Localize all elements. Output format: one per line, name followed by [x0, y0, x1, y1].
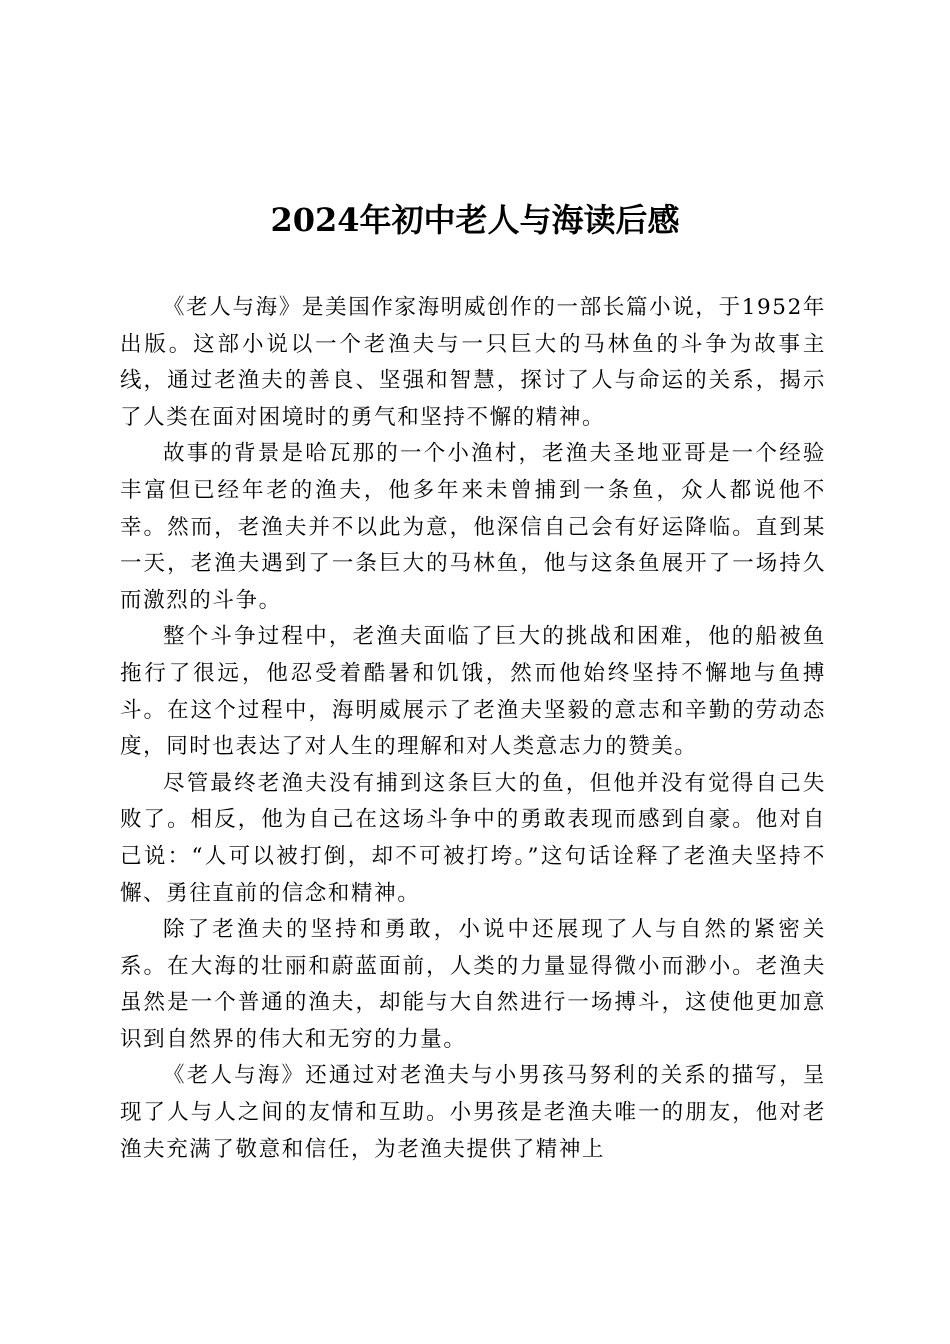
document-body	[120, 290, 826, 1168]
paragraph: 整个斗争过程中，老渔夫面临了巨大的挑战和困难，他的船被鱼拖行了很远，他忍受着酷暑和饥饿，然而他始终坚持不懈地与鱼搏斗。在这个过程中，海明威展示了老渔夫坚毅的意志和辛勤的劳动态度，同时也表达了对人生的理解和对人类意志力的赞美。	[120, 624, 826, 760]
document-title: 2024年初中老人与海读后感	[270, 201, 680, 239]
paragraph: 《老人与海》是美国作家海明威创作的一部长篇小说，于1952年出版。这部小说以一个老渔夫与一只巨大的马林鱼的斗争为故事主线，通过老渔夫的善良、坚强和智慧，探讨了人与命运的关系，揭示了人类在面对困境时的勇气和坚持不懈的精神。	[120, 295, 826, 430]
paragraph: 尽管最终老渔夫没有捕到这条巨大的鱼，但他并没有觉得自己失败了。相反，他为自己在这场斗争中的勇敢表现而感到自豪。他对自己说：“人可以被打倒，却不可被打垮。”这句话诠释了老渔夫坚持不懈、勇往直前的信念和精神。	[120, 770, 826, 906]
paragraph: 除了老渔夫的坚持和勇敢，小说中还展现了人与自然的紧密关系。在大海的壮丽和蔚蓝面前，人类的力量显得微小而渺小。老渔夫虽然是一个普通的渔夫，却能与大自然进行一场搏斗，这使他更加意识到自然界的伟大和无穷的力量。	[120, 917, 826, 1052]
paragraph: 故事的背景是哈瓦那的一个小渔村，老渔夫圣地亚哥是一个经验丰富但已经年老的渔夫，他多年来未曾捕到一条鱼，众人都说他不幸。然而，老渔夫并不以此为意，他深信自己会有好运降临。直到某一天，老渔夫遇到了一条巨大的马林鱼，他与这条鱼展开了一场持久而激烈的斗争。	[120, 441, 826, 613]
paragraph: 《老人与海》还通过对老渔夫与小男孩马努利的关系的描写，呈现了人与人之间的友情和互助。小男孩是老渔夫唯一的朋友，他对老渔夫充满了敬意和信任，为老渔夫提供了精神上	[120, 1063, 826, 1162]
